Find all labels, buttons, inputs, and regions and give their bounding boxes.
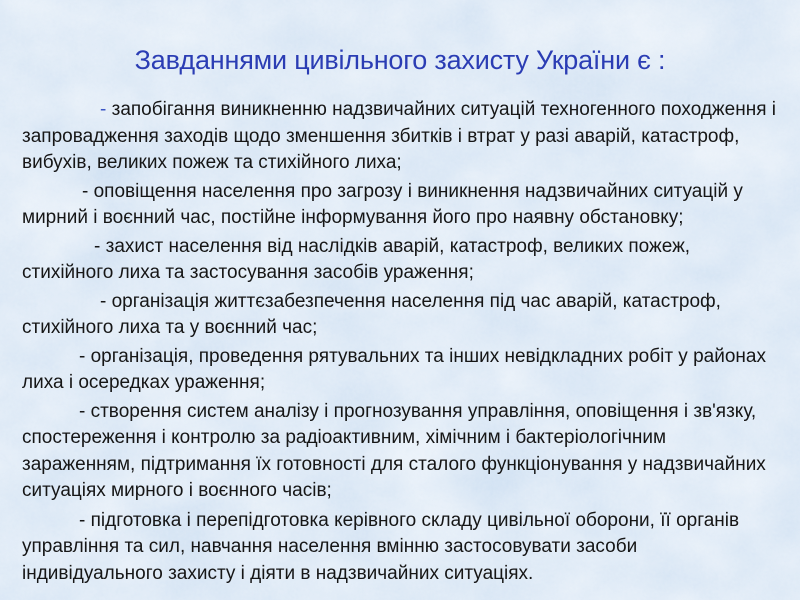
bullet-dash: - <box>94 235 101 257</box>
bullet-text: запобігання виникненню надзвичайних ситуацій техногенного походження і запровадження заходів щодо зменшення збитків і втрат у разі аварій, катастроф, вибухів, великих пожеж та стихійного лиха; <box>22 99 776 173</box>
bullet-text: оповіщення населення про загрозу і виникнення надзвичайних ситуацій у мирний і воєнний час, постійне інформування його про наявну обстановку; <box>22 180 743 228</box>
bullet-text: організація життєзабезпечення населення під час аварій, катастроф, стихійного лиха та у воєнний час; <box>22 290 721 338</box>
bullet-dash: - <box>100 99 107 120</box>
bullet-text: організація, проведення рятувальних та інших невідкладних робіт у районах лиха і осередках ураження; <box>22 345 766 393</box>
bullet-paragraph <box>22 234 782 287</box>
bullet-text: захист населення від наслідків аварій, катастроф, великих пожеж, стихійного лиха та застосування засобів ураження; <box>22 235 691 283</box>
bullet-dash: - <box>79 345 86 367</box>
bullet-dash: - <box>79 509 86 531</box>
bullet-dash: - <box>79 400 86 422</box>
bullet-list <box>0 97 800 587</box>
bullet-paragraph <box>22 289 782 342</box>
bullet-paragraph <box>22 508 782 588</box>
bullet-paragraph <box>22 399 782 505</box>
bullet-dash: - <box>100 290 107 312</box>
bullet-dash: - <box>82 180 89 202</box>
slide-title: Завданнями цивільного захисту України є : <box>134 45 666 75</box>
bullet-text: підготовка і перепідготовка керівного складу цивільної оборони, її органів управління та сил, навчання населення вмінню застосовувати засоби індивідуального захисту і діяти в надзвичайних ситуаціях. <box>22 509 740 584</box>
bullet-paragraph <box>22 179 782 232</box>
bullet-text: створення систем аналізу і прогнозування управління, оповіщення і зв'язку, спостереження і контролю за радіоактивним, хімічним і бактеріологічним зараженням, підтримання їх готовності для сталого функціонування у надзвичайних ситуаціях мирного і воєнного часів; <box>22 400 766 501</box>
bullet-paragraph <box>22 344 782 397</box>
bullet-paragraph <box>22 97 782 177</box>
